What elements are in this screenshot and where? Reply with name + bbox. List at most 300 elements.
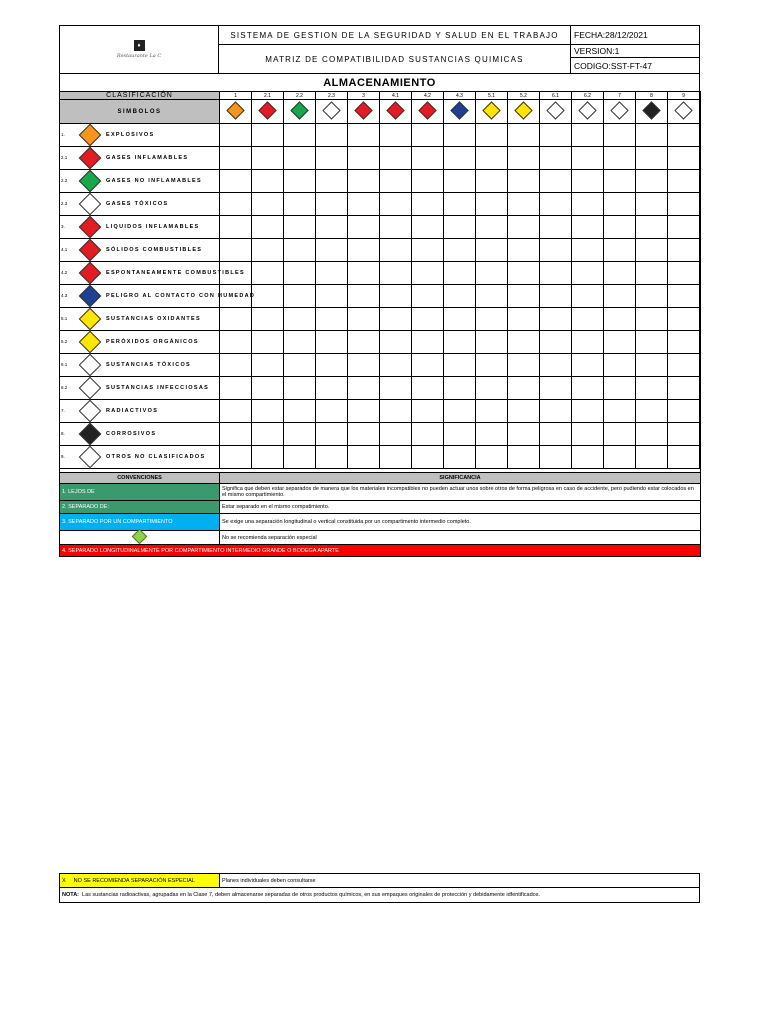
matrix-cell <box>284 446 316 469</box>
matrix-cell <box>252 354 284 377</box>
matrix-cell <box>220 216 252 239</box>
matrix-cell <box>380 308 412 331</box>
matrix-cell <box>412 170 444 193</box>
convention-separated-by-compartment-meaning: Se exige una separación longitudinal o vertical constituida por un compartimento intermedio completo. <box>220 514 701 531</box>
hazard-diamond-icon <box>354 101 372 119</box>
matrix-cell <box>284 377 316 400</box>
table-row <box>60 446 701 469</box>
row-number: 2.1 <box>61 155 68 160</box>
matrix-cell <box>284 239 316 262</box>
matrix-cell <box>604 423 636 446</box>
matrix-cell <box>572 193 604 216</box>
matrix-cell <box>348 308 380 331</box>
column-header: 3 <box>348 92 380 100</box>
matrix-cell <box>284 285 316 308</box>
matrix-cell <box>636 377 668 400</box>
compatibility-matrix <box>59 91 701 476</box>
matrix-cell <box>476 285 508 308</box>
matrix-cell <box>444 400 476 423</box>
matrix-cell <box>636 285 668 308</box>
row-number: 8. <box>61 431 65 436</box>
convention-far-from-meaning: Significa que deben estar separados de manera que los materiales incompatibles no pueden actuar unos sobre otros de forma peligrosa en caso de accidente, pero pudiendo estar colocados en el mismo compartimiento. <box>220 484 701 501</box>
row-number: 6.1 <box>61 362 68 367</box>
matrix-cell <box>668 147 700 170</box>
matrix-cell <box>284 170 316 193</box>
matrix-cell <box>220 170 252 193</box>
matrix-cell <box>316 308 348 331</box>
matrix-cell <box>668 354 700 377</box>
matrix-cell <box>540 262 572 285</box>
matrix-cell <box>412 400 444 423</box>
row-label <box>60 262 245 285</box>
hazard-diamond-icon <box>674 101 692 119</box>
x-mark: X <box>62 877 66 884</box>
matrix-cell <box>252 170 284 193</box>
row-number: 1. <box>61 132 65 137</box>
hazard-diamond-icon <box>79 193 102 216</box>
row-name: GASES NO INFLAMABLES <box>106 178 202 184</box>
row-number: 9. <box>61 454 65 459</box>
column-header: 6.2 <box>572 92 604 100</box>
row-number: 7. <box>61 408 65 413</box>
matrix-cell <box>604 170 636 193</box>
convention-separated-from: 2. SEPARADO DE: <box>60 501 220 514</box>
row-number: 5.1 <box>61 316 68 321</box>
column-header: 2.1 <box>252 92 284 100</box>
matrix-cell <box>380 147 412 170</box>
matrix-cell <box>668 124 700 147</box>
matrix-cell <box>668 331 700 354</box>
symbols-label: SIMBOLOS <box>60 100 220 124</box>
matrix-cell <box>668 170 700 193</box>
hazard-diamond-icon <box>79 446 102 469</box>
matrix-cell <box>380 193 412 216</box>
logo-text: Restaurante La C <box>116 53 162 59</box>
matrix-cell <box>220 193 252 216</box>
matrix-cell <box>476 170 508 193</box>
matrix-cell <box>444 285 476 308</box>
matrix-cell <box>636 400 668 423</box>
matrix-cell <box>572 308 604 331</box>
matrix-cell <box>444 262 476 285</box>
matrix-cell <box>604 400 636 423</box>
matrix-cell <box>252 216 284 239</box>
matrix-cell <box>508 193 540 216</box>
matrix-cell <box>572 354 604 377</box>
matrix-cell <box>380 446 412 469</box>
matrix-cell <box>540 216 572 239</box>
matrix-cell <box>572 239 604 262</box>
hazard-symbol-cell <box>348 100 380 124</box>
hazard-diamond-icon <box>79 124 102 147</box>
row-name: SUSTANCIAS OXIDANTES <box>106 316 201 322</box>
row-name: RADIACTIVOS <box>106 408 159 414</box>
matrix-cell <box>444 124 476 147</box>
matrix-cell <box>636 262 668 285</box>
matrix-cell <box>380 331 412 354</box>
matrix-cell <box>412 124 444 147</box>
hazard-symbol-cell <box>380 100 412 124</box>
matrix-cell <box>348 193 380 216</box>
matrix-cell <box>636 193 668 216</box>
convention-far-from: 1. LEJOS DE <box>60 484 220 501</box>
matrix-cell <box>380 400 412 423</box>
hazard-diamond-icon <box>578 101 596 119</box>
row-label <box>60 124 220 147</box>
matrix-cell <box>252 446 284 469</box>
matrix-cell <box>380 262 412 285</box>
matrix-cell <box>604 377 636 400</box>
matrix-cell <box>252 400 284 423</box>
row-number: 4.3 <box>61 293 68 298</box>
row-number: 4.1 <box>61 247 68 252</box>
matrix-cell <box>636 446 668 469</box>
hazard-diamond-icon <box>79 423 102 446</box>
table-row <box>60 170 701 193</box>
matrix-cell <box>444 147 476 170</box>
hazard-diamond-icon <box>322 101 340 119</box>
matrix-cell <box>284 354 316 377</box>
hazard-symbol-cell <box>220 100 252 124</box>
row-name: ESPONTANEAMENTE COMBUSTIBLES <box>106 270 245 276</box>
table-row <box>60 331 701 354</box>
matrix-cell <box>348 124 380 147</box>
matrix-cell <box>412 331 444 354</box>
matrix-cell <box>444 377 476 400</box>
matrix-cell <box>284 308 316 331</box>
matrix-cell <box>316 354 348 377</box>
row-number: 2.2 <box>61 178 68 183</box>
hazard-diamond-icon <box>79 285 102 308</box>
matrix-cell <box>252 285 284 308</box>
hazard-diamond-icon <box>79 170 102 193</box>
matrix-cell <box>508 262 540 285</box>
matrix-cell <box>316 193 348 216</box>
matrix-cell <box>508 216 540 239</box>
matrix-cell <box>412 308 444 331</box>
column-header: 2.3 <box>316 92 348 100</box>
matrix-cell <box>604 285 636 308</box>
matrix-cell <box>444 239 476 262</box>
row-name: SÓLIDOS COMBUSTIBLES <box>106 247 203 253</box>
matrix-cell <box>252 262 284 285</box>
matrix-cell <box>476 124 508 147</box>
row-label <box>60 193 220 216</box>
matrix-cell <box>668 308 700 331</box>
hazard-diamond-icon <box>226 101 244 119</box>
date-field: FECHA:28/12/2021 <box>570 25 700 45</box>
matrix-cell <box>252 331 284 354</box>
matrix-cell <box>476 423 508 446</box>
matrix-cell <box>604 446 636 469</box>
matrix-cell <box>348 170 380 193</box>
version-field: VERSION:1 <box>570 44 700 58</box>
matrix-cell <box>444 354 476 377</box>
row-name: OTROS NO CLASIFICADOS <box>106 454 206 460</box>
hazard-symbol-cell <box>412 100 444 124</box>
matrix-cell <box>476 216 508 239</box>
hazard-diamond-icon <box>290 101 308 119</box>
matrix-cell <box>316 400 348 423</box>
matrix-cell <box>220 423 252 446</box>
hazard-diamond-icon <box>79 400 102 423</box>
matrix-cell <box>252 423 284 446</box>
table-row <box>60 216 701 239</box>
matrix-cell <box>572 170 604 193</box>
matrix-cell <box>476 308 508 331</box>
matrix-cell <box>284 331 316 354</box>
matrix-cell <box>540 285 572 308</box>
row-name: EXPLOSIVOS <box>106 132 155 138</box>
hazard-diamond-icon <box>79 147 102 170</box>
table-row <box>60 239 701 262</box>
matrix-cell <box>316 239 348 262</box>
matrix-cell <box>220 354 252 377</box>
hazard-diamond-icon <box>79 216 102 239</box>
matrix-cell <box>380 239 412 262</box>
note-text: Las sustancias radioactivas, agrupadas en la Clase 7, deben almacenarse separadas de otros productos químicos, en sus empaques originales de protección y debidamente idfentificados. <box>82 892 541 898</box>
convention-separated-longitudinally: 4. SEPARADO LONGITUDINALMENTE POR COMPARTIMIENTO INTERMEDIO GRANDE O BODEGA APARTE <box>60 545 701 557</box>
row-label <box>60 308 220 331</box>
table-row <box>60 423 701 446</box>
matrix-cell <box>508 377 540 400</box>
hazard-symbol-cell <box>636 100 668 124</box>
matrix-cell <box>444 331 476 354</box>
matrix-cell <box>668 400 700 423</box>
column-header: 6.1 <box>540 92 572 100</box>
matrix-cell <box>540 193 572 216</box>
row-label <box>60 285 256 308</box>
matrix-cell <box>636 170 668 193</box>
matrix-cell <box>380 216 412 239</box>
matrix-cell <box>220 400 252 423</box>
row-name: CORROSIVOS <box>106 431 157 437</box>
matrix-cell <box>412 423 444 446</box>
matrix-cell <box>412 216 444 239</box>
matrix-cell <box>668 216 700 239</box>
matrix-cell <box>412 446 444 469</box>
row-number: 2.3 <box>61 201 68 206</box>
column-header: 4.1 <box>380 92 412 100</box>
matrix-cell <box>540 147 572 170</box>
matrix-cell <box>540 354 572 377</box>
matrix-cell <box>508 331 540 354</box>
matrix-cell <box>668 446 700 469</box>
matrix-cell <box>636 331 668 354</box>
matrix-cell <box>444 308 476 331</box>
classification-label: CLASIFICACIÓN <box>60 92 220 100</box>
convention-separated-from-meaning: Estar separado en el mismo compatimiento. <box>220 501 701 514</box>
matrix-cell <box>476 147 508 170</box>
matrix-cell <box>348 285 380 308</box>
matrix-cell <box>316 262 348 285</box>
table-row <box>60 377 701 400</box>
hazard-diamond-icon <box>546 101 564 119</box>
hazard-symbol-cell <box>284 100 316 124</box>
matrix-cell <box>604 147 636 170</box>
matrix-cell <box>636 308 668 331</box>
matrix-cell <box>412 239 444 262</box>
row-name: PERÓXIDOS ORGÁNICOS <box>106 339 199 345</box>
matrix-cell <box>604 308 636 331</box>
matrix-cell <box>380 377 412 400</box>
hazard-diamond-icon <box>79 262 102 285</box>
matrix-cell <box>508 354 540 377</box>
matrix-cell <box>508 239 540 262</box>
matrix-cell <box>220 331 252 354</box>
matrix-cell <box>444 446 476 469</box>
matrix-cell <box>220 147 252 170</box>
hazard-diamond-icon <box>79 377 102 400</box>
matrix-cell <box>412 354 444 377</box>
hazard-diamond-icon <box>79 308 102 331</box>
matrix-cell <box>476 331 508 354</box>
code-field: CODIGO:SST-FT-47 <box>570 57 700 74</box>
matrix-cell <box>348 446 380 469</box>
matrix-cell <box>252 193 284 216</box>
hazard-diamond-icon <box>79 331 102 354</box>
matrix-cell <box>540 170 572 193</box>
matrix-cell <box>508 446 540 469</box>
significance-header: SIGNIFICANCIA <box>220 473 701 484</box>
column-header: 5.2 <box>508 92 540 100</box>
table-row <box>60 308 701 331</box>
matrix-cell <box>476 193 508 216</box>
matrix-cell <box>476 262 508 285</box>
matrix-cell <box>316 285 348 308</box>
convention-separated-by-compartment: 3. SEPARADO POR UN COMPARTIMIENTO <box>60 514 220 531</box>
row-label <box>60 239 220 262</box>
column-header: 2.2 <box>284 92 316 100</box>
hazard-symbol-cell <box>540 100 572 124</box>
matrix-cell <box>636 147 668 170</box>
matrix-cell <box>668 377 700 400</box>
row-label <box>60 147 220 170</box>
row-name: LIQUIDOS INFLAMABLES <box>106 224 200 230</box>
no-separation-row <box>59 873 700 888</box>
matrix-cell <box>412 262 444 285</box>
column-header: 5.1 <box>476 92 508 100</box>
matrix-cell <box>540 400 572 423</box>
section-title: ALMACENAMIENTO <box>59 73 700 92</box>
matrix-cell <box>220 124 252 147</box>
row-number: 4.2 <box>61 270 68 275</box>
matrix-cell <box>604 262 636 285</box>
hazard-diamond-icon <box>610 101 628 119</box>
matrix-cell <box>284 400 316 423</box>
hazard-diamond-icon <box>386 101 404 119</box>
matrix-cell <box>220 308 252 331</box>
matrix-cell <box>636 239 668 262</box>
matrix-cell <box>508 170 540 193</box>
no-separation-label-cell <box>60 874 220 887</box>
row-label <box>60 400 220 423</box>
matrix-cell <box>348 262 380 285</box>
matrix-cell <box>572 147 604 170</box>
matrix-cell <box>316 147 348 170</box>
matrix-cell <box>572 400 604 423</box>
matrix-cell <box>476 377 508 400</box>
matrix-cell <box>572 331 604 354</box>
matrix-cell <box>220 377 252 400</box>
no-separation-meaning: Planes individuales deben consultarse <box>222 877 316 884</box>
row-label <box>60 423 220 446</box>
row-number: 3. <box>61 224 65 229</box>
hazard-symbol-cell <box>668 100 700 124</box>
matrix-cell <box>572 423 604 446</box>
matrix-cell <box>604 193 636 216</box>
hazard-symbol-cell <box>476 100 508 124</box>
matrix-cell <box>668 423 700 446</box>
matrix-cell <box>316 124 348 147</box>
matrix-cell <box>316 216 348 239</box>
matrix-cell <box>412 377 444 400</box>
matrix-cell <box>572 124 604 147</box>
column-header: 4.3 <box>444 92 476 100</box>
matrix-cell <box>348 147 380 170</box>
hazard-diamond-icon <box>418 101 436 119</box>
hazard-diamond-icon <box>79 239 102 262</box>
matrix-cell <box>316 423 348 446</box>
matrix-cell <box>284 262 316 285</box>
table-row <box>60 262 701 285</box>
hazard-symbol-cell <box>252 100 284 124</box>
hazard-symbol-cell <box>604 100 636 124</box>
matrix-cell <box>636 354 668 377</box>
matrix-cell <box>476 446 508 469</box>
matrix-cell <box>508 423 540 446</box>
matrix-cell <box>348 216 380 239</box>
green-diamond-icon <box>132 529 148 545</box>
matrix-cell <box>348 331 380 354</box>
matrix-cell <box>348 239 380 262</box>
system-title: SISTEMA DE GESTION DE LA SEGURIDAD Y SALUD EN EL TRABAJO <box>218 25 571 45</box>
matrix-cell <box>284 216 316 239</box>
matrix-cell <box>636 423 668 446</box>
note-label: NOTA: <box>62 892 80 898</box>
matrix-cell <box>380 423 412 446</box>
row-label <box>60 377 220 400</box>
matrix-cell <box>284 423 316 446</box>
matrix-cell <box>316 331 348 354</box>
matrix-cell <box>572 216 604 239</box>
company-logo <box>59 25 219 74</box>
matrix-cell <box>252 147 284 170</box>
row-name: SUSTANCIAS INFECCIOSAS <box>106 385 210 391</box>
matrix-cell <box>572 285 604 308</box>
matrix-cell <box>412 147 444 170</box>
column-header: 7 <box>604 92 636 100</box>
table-row <box>60 193 701 216</box>
matrix-cell <box>476 400 508 423</box>
matrix-cell <box>284 193 316 216</box>
row-label <box>60 216 220 239</box>
row-name: GASES INFLAMABLES <box>106 155 189 161</box>
table-row <box>60 400 701 423</box>
matrix-cell <box>444 423 476 446</box>
hazard-diamond-icon <box>258 101 276 119</box>
hazard-symbol-cell <box>444 100 476 124</box>
matrix-cell <box>508 308 540 331</box>
conventions-table <box>59 472 701 557</box>
matrix-cell <box>508 124 540 147</box>
matrix-cell <box>668 262 700 285</box>
matrix-cell <box>412 193 444 216</box>
matrix-cell <box>476 239 508 262</box>
matrix-cell <box>540 239 572 262</box>
matrix-cell <box>572 446 604 469</box>
conventions-header: CONVENCIONES <box>60 473 220 484</box>
